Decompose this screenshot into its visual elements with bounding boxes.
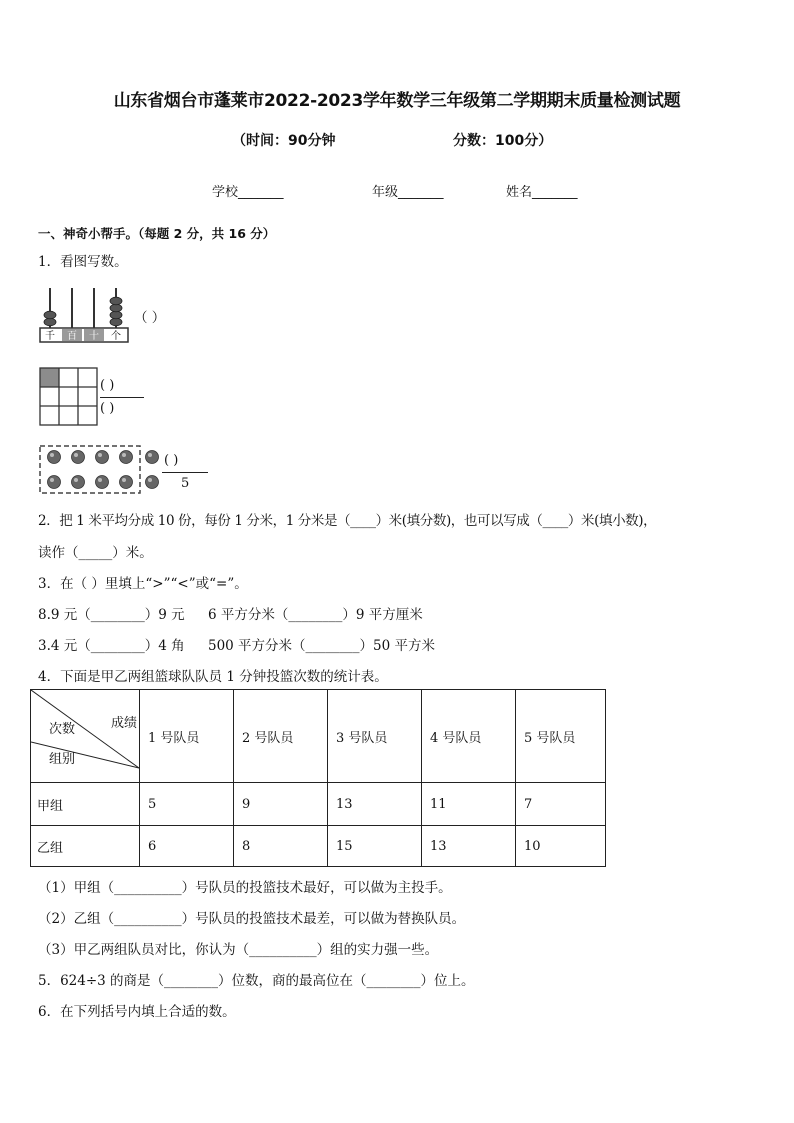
abacus-label-thousands: 千 <box>45 331 55 342</box>
question-4-sub-3: （3）甲乙两组队员对比，你认为（__________）组的实力强一些。 <box>38 942 439 958</box>
grade-field: 年级_______ <box>372 185 444 200</box>
table-cell: 13 <box>422 826 516 867</box>
question-3-item-3: 3.4 元（________）4 角 <box>38 638 185 654</box>
question-5: 5．624÷3 的商是（________）位数，商的最高位在（________）位上。 <box>38 973 475 989</box>
exam-score: 分数：100分） <box>453 133 553 149</box>
table-cell: 7 <box>516 783 606 826</box>
school-field: 学校_______ <box>212 185 284 200</box>
question-3-stem: 3．在（ ）里填上“>”“<”或“=”。 <box>38 576 248 592</box>
table-cell: 6 <box>140 826 234 867</box>
question-2-line-1: 2．把 1 米平均分成 10 份，每份 1 分米，1 分米是（____）米(填分数)，也可以写成（____）米(填小数)， <box>38 513 657 529</box>
table-row <box>31 826 606 867</box>
grid-figure <box>38 366 100 428</box>
dots-fraction-numerator[interactable]: ( ) <box>164 453 179 468</box>
question-4-stem: 4．下面是甲乙两组篮球队队员 1 分钟投篮次数的统计表。 <box>38 669 388 685</box>
table-header: 1 号队员 <box>140 690 234 783</box>
corner-label-count: 次数 <box>49 722 76 737</box>
table-row-group: 甲组 <box>31 783 140 826</box>
question-1-stem: 1．看图写数。 <box>38 254 128 270</box>
question-4-sub-1: （1）甲组（__________）号队员的投篮技术最好，可以做为主投手。 <box>38 880 452 896</box>
table-row <box>31 783 606 826</box>
table-cell: 10 <box>516 826 606 867</box>
question-6: 6．在下列括号内填上合适的数。 <box>38 1004 236 1020</box>
dots-figure <box>38 444 164 496</box>
abacus-answer-blank[interactable]: （ ） <box>134 310 166 326</box>
dots-fraction-bar <box>162 472 208 473</box>
table-header: 5 号队员 <box>516 690 606 783</box>
table-corner-cell <box>31 690 140 783</box>
question-3-item-2: 6 平方分米（________）9 平方厘米 <box>208 607 423 623</box>
table-header: 3 号队员 <box>328 690 422 783</box>
abacus-figure <box>38 284 130 344</box>
stats-table <box>30 689 606 867</box>
table-row-group: 乙组 <box>31 826 140 867</box>
table-cell: 8 <box>234 826 328 867</box>
exam-title: 山东省烟台市蓬莱市2022-2023学年数学三年级第二学期期末质量检测试题 <box>113 91 681 111</box>
table-header: 2 号队员 <box>234 690 328 783</box>
table-header: 4 号队员 <box>422 690 516 783</box>
abacus-label-ones: 个 <box>111 331 121 342</box>
section-heading: 一、神奇小帮手。（每题 2 分，共 16 分） <box>38 226 276 241</box>
question-4-sub-2: （2）乙组（__________）号队员的投篮技术最差，可以做为替换队员。 <box>38 911 466 927</box>
corner-label-group: 组别 <box>49 752 76 767</box>
table-cell: 11 <box>422 783 516 826</box>
name-field: 姓名_______ <box>506 185 578 200</box>
table-cell: 13 <box>328 783 422 826</box>
exam-time: （时间：90分钟 <box>232 133 336 149</box>
abacus-label-tens: 十 <box>89 331 99 342</box>
table-cell: 9 <box>234 783 328 826</box>
table-header-row <box>31 690 606 783</box>
abacus-label-hundreds: 百 <box>67 331 77 342</box>
grid-fraction-denominator[interactable]: ( ) <box>100 401 115 416</box>
dots-fraction-denominator: 5 <box>181 476 190 491</box>
grid-fraction-numerator[interactable]: ( ) <box>100 378 115 393</box>
question-2-line-2: 读作（_____）米。 <box>38 545 153 561</box>
table-cell: 15 <box>328 826 422 867</box>
table-cell: 5 <box>140 783 234 826</box>
question-3-item-1: 8.9 元（________）9 元 <box>38 607 185 623</box>
corner-label-score: 成绩 <box>111 716 138 731</box>
question-3-item-4: 500 平方分米（________）50 平方米 <box>208 638 436 654</box>
grid-fraction-bar <box>100 397 144 398</box>
